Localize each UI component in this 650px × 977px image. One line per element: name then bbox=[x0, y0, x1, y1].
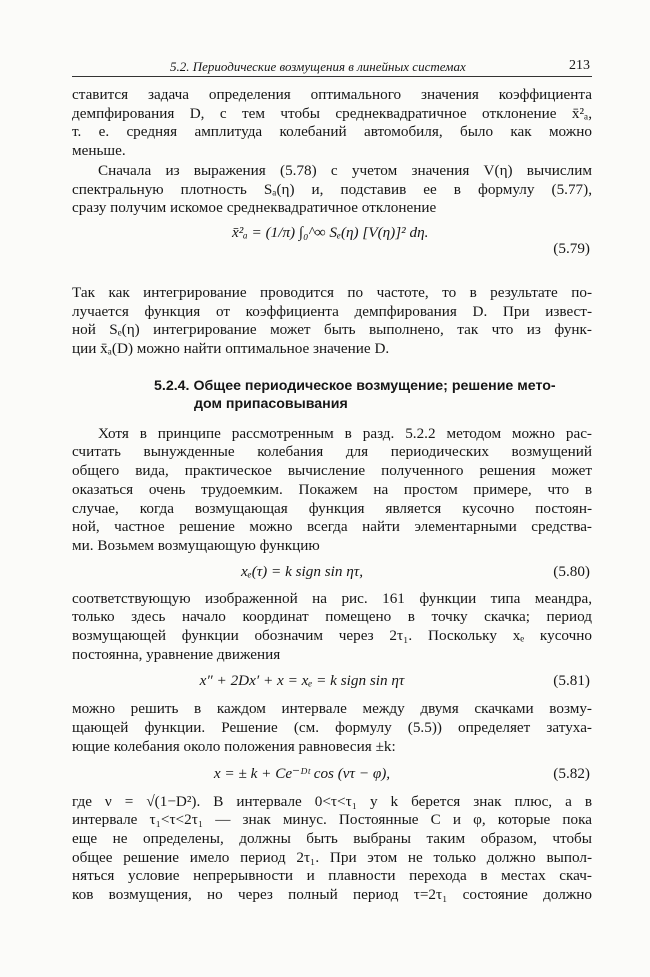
text-line: еще не определены, должны быть выбраны таким образом, чтобы bbox=[72, 829, 592, 847]
text-line: считать вынужденные колебания для периодических возмущений bbox=[72, 443, 592, 461]
text-line: няться условие непрерывности и плавности перехода в местах скач- bbox=[72, 867, 592, 885]
running-header bbox=[72, 50, 592, 77]
equation-formula: x̄²ₐ = (1/π) ∫₀^∞ Sₑ(η) [V(η)]² dη. bbox=[232, 223, 429, 241]
text-line: ставится задача определения оптимального значения коэффициента bbox=[72, 86, 592, 103]
equation-number: (5.80) bbox=[553, 562, 590, 580]
text-line: Хотя в принципе рассмотренным в разд. 5.2.2 методом можно рас- bbox=[98, 424, 592, 442]
paragraph-3 bbox=[72, 284, 592, 359]
text-line: возмущающей функции обозначим через 2τ₁. Поскольку xₑ кусочно bbox=[72, 627, 592, 645]
text-line: соответствующую изображенной на рис. 161 функции типа меандра, bbox=[72, 589, 592, 607]
equation-formula: xₑ(τ) = k sign sin ητ, bbox=[240, 562, 364, 580]
paragraph-7 bbox=[72, 793, 592, 905]
equation-5-79 bbox=[72, 218, 592, 284]
text-line: Сначала из выражения (5.78) с учетом значения V(η) вычислим bbox=[98, 161, 592, 179]
equation-formula: x″ + 2Dx′ + x = xₑ = k sign sin ητ bbox=[199, 672, 405, 690]
paragraph-1 bbox=[72, 86, 592, 161]
equation-number: (5.81) bbox=[553, 672, 590, 690]
text-line: постоянна, уравнение движения bbox=[72, 645, 281, 663]
section-heading bbox=[72, 377, 592, 413]
text-line: щающей функции. Решение (см. формулу (5.5)) определяет затуха- bbox=[72, 719, 592, 737]
paragraph-2 bbox=[72, 162, 592, 218]
text-line: т. е. средняя амплитуда колебаний автомобиля, было как можно bbox=[72, 123, 592, 141]
text-line: сразу получим искомое среднеквадратичное отклонение bbox=[72, 199, 437, 217]
text-line: интервале τ₁<τ<2τ₁ — знак минус. Постоянные C и φ, которые пока bbox=[72, 811, 592, 829]
section-heading-line: дом припасовывания bbox=[194, 395, 348, 412]
text-line: ми. Возьмем возмущающую функцию bbox=[72, 536, 320, 554]
equation-5-80 bbox=[72, 560, 592, 590]
text-line: только здесь начало координат помещено в точку скачка; период bbox=[72, 608, 592, 626]
text-line: случае, когда возмущающая функция является кусочно постоян- bbox=[72, 499, 592, 517]
text-line: общего вида, практическое вычисление полученного решения может bbox=[72, 462, 592, 480]
text-line: ной, частное решение можно всегда найти элементарными средства- bbox=[72, 518, 592, 536]
text-line: демпфирования D, с тем чтобы среднеквадратичное отклонение x̄²ₐ, bbox=[72, 104, 592, 122]
text-line: где ν = √(1−D²). В интервале 0<τ<τ₁ у k берется знак плюс, а в bbox=[72, 792, 592, 810]
text-line: ной Sₑ(η) интегрирование может быть выполнено, так что из функ- bbox=[72, 321, 592, 339]
text-line: общее решение имело период 2τ₁. При этом не только должно выпол- bbox=[72, 848, 592, 866]
equation-formula: x = ± k + Ce⁻ᴰᵗ cos (ντ − φ), bbox=[213, 764, 391, 782]
book-page bbox=[72, 50, 592, 905]
paragraph-6 bbox=[72, 700, 592, 756]
text-line: оказаться очень трудоемким. Покажем на простом примере, что в bbox=[72, 480, 592, 498]
paragraph-4 bbox=[72, 425, 592, 556]
equation-5-82 bbox=[72, 761, 592, 793]
page-number: 213 bbox=[569, 58, 590, 73]
text-line: лучается функция от коэффициента демпфирования D. При извест- bbox=[72, 302, 592, 320]
text-line: ющие колебания около положения равновесия ±k: bbox=[72, 737, 396, 755]
text-line: Так как интегрирование проводится по частоте, то в результате по- bbox=[72, 283, 592, 301]
paragraph-5 bbox=[72, 590, 592, 665]
equation-number: (5.82) bbox=[553, 764, 590, 782]
equation-5-81 bbox=[72, 668, 592, 700]
text-line: можно решить в каждом интервале между двумя скачками возму- bbox=[72, 700, 592, 718]
text-line: спектральную плотность Sₐ(η) и, подставив ее в формулу (5.77), bbox=[72, 180, 592, 198]
section-heading-line: 5.2.4. Общее периодическое возмущение; решение мето- bbox=[154, 377, 556, 394]
equation-number: (5.79) bbox=[553, 239, 590, 257]
text-line: меньше. bbox=[72, 142, 126, 160]
running-title: 5.2. Периодические возмущения в линейных системах bbox=[170, 59, 466, 74]
text-line: ков возмущения, но через полный период τ=2τ₁ состояние должно bbox=[72, 886, 592, 904]
text-line: ции x̄ₐ(D) можно найти оптимальное значение D. bbox=[72, 340, 390, 358]
